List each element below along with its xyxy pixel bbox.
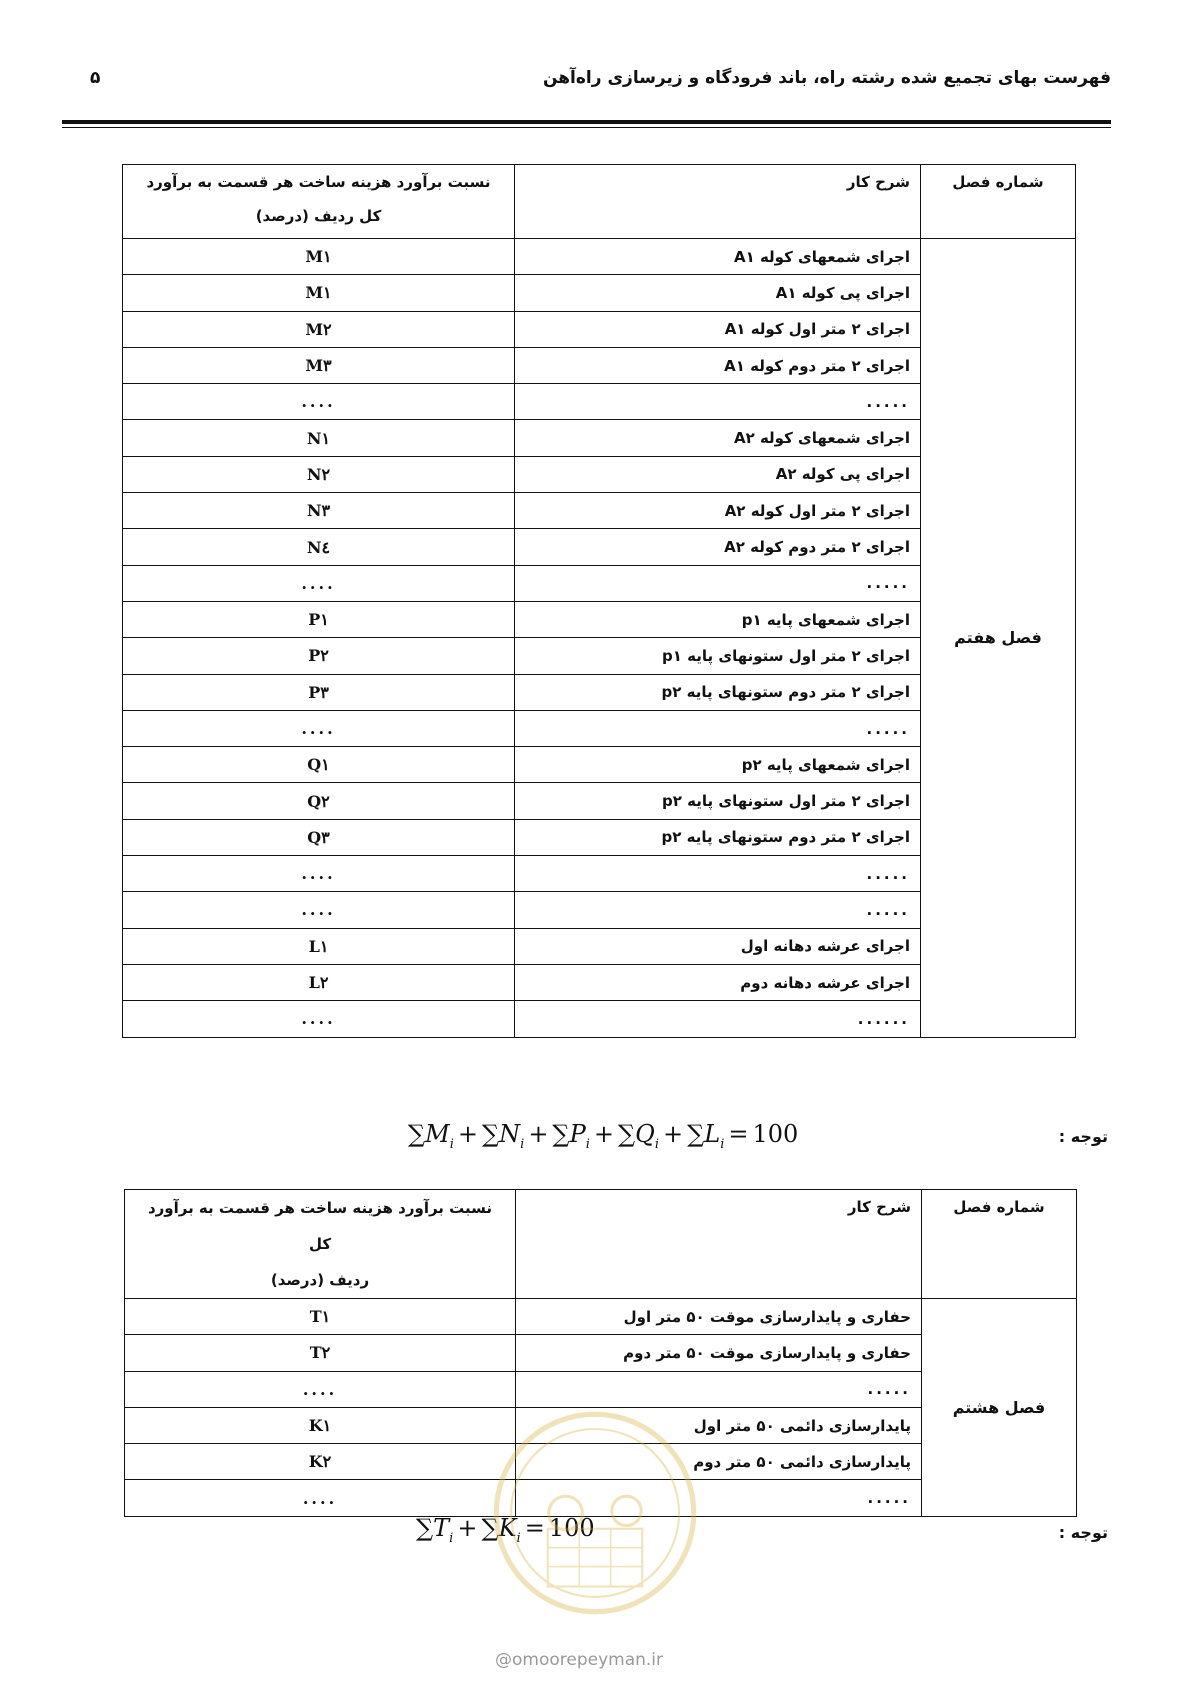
column-header-ratio-line1: نسبت برآورد هزینه ساخت هر قسمت به برآورد کل bbox=[147, 1199, 493, 1253]
formula-sum-symbol: ∑ bbox=[408, 1120, 426, 1148]
description-cell: حفاری و پایدارسازی موقت ۵۰ متر دوم bbox=[516, 1335, 922, 1371]
description-cell: اجرای شمعهای پایه p۲ bbox=[515, 747, 921, 783]
description-cell: اجرای ۲ متر اول ستونهای پایه p۲ bbox=[515, 783, 921, 819]
watermark-stamp-icon bbox=[490, 1408, 700, 1618]
watermark-text: @omoorepeyman.ir bbox=[495, 1650, 664, 1670]
description-cell: ...... bbox=[515, 1001, 921, 1037]
header-rule-thin bbox=[62, 127, 1111, 128]
description-cell: پایدارسازی دائمی ۵۰ متر اول bbox=[516, 1407, 922, 1443]
formula-sum-symbol: ∑ bbox=[482, 1120, 500, 1148]
formula-plus: + bbox=[593, 1120, 614, 1148]
ratio-cell: L۱ bbox=[123, 928, 515, 964]
column-header-description: شرح کار bbox=[516, 1190, 922, 1299]
chapter-cell: فصل هفتم bbox=[921, 239, 1076, 1038]
formula-variable: K bbox=[498, 1514, 517, 1542]
description-cell: پایدارسازی دائمی ۵۰ متر دوم bbox=[516, 1444, 922, 1480]
description-cell: اجرای ۲ متر دوم کوله A۲ bbox=[515, 529, 921, 565]
chapter-7-table bbox=[122, 164, 1076, 1038]
formula-equals: = bbox=[728, 1120, 749, 1148]
header-rule-thick bbox=[62, 120, 1111, 124]
description-cell: اجرای پی کوله A۱ bbox=[515, 275, 921, 311]
description-cell: اجرای عرشه دهانه دوم bbox=[515, 964, 921, 1000]
note-label-8: توجه : bbox=[1058, 1523, 1108, 1542]
formula-variable: N bbox=[499, 1120, 521, 1148]
ratio-cell: Q۳ bbox=[123, 819, 515, 855]
description-cell: اجرای عرشه دهانه اول bbox=[515, 928, 921, 964]
formula-sum-symbol: ∑ bbox=[618, 1120, 636, 1148]
ratio-cell: P۲ bbox=[123, 638, 515, 674]
ratio-cell: .... bbox=[125, 1480, 516, 1516]
ratio-cell: T۲ bbox=[125, 1335, 516, 1371]
ratio-cell: N۱ bbox=[123, 420, 515, 456]
ratio-cell: .... bbox=[123, 1001, 515, 1037]
formula-equals: = bbox=[524, 1514, 545, 1542]
column-header-ratio-line2: کل ردیف (درصد) bbox=[255, 207, 382, 225]
formula-total: 100 bbox=[548, 1514, 595, 1542]
formula-variable: L bbox=[704, 1120, 721, 1148]
description-cell: اجرای ۲ متر دوم ستونهای پایه p۲ bbox=[515, 819, 921, 855]
column-header-ratio bbox=[125, 1190, 516, 1299]
description-cell: اجرای ۲ متر دوم ستونهای پایه p۲ bbox=[515, 674, 921, 710]
formula-total: 100 bbox=[752, 1120, 799, 1148]
formula-subscript: i bbox=[585, 1136, 590, 1152]
formula-subscript: i bbox=[449, 1530, 454, 1546]
description-cell: اجرای شمعهای کوله A۲ bbox=[515, 420, 921, 456]
ratio-cell: M۱ bbox=[123, 275, 515, 311]
description-cell: اجرای پی کوله A۲ bbox=[515, 456, 921, 492]
ratio-cell: N٤ bbox=[123, 529, 515, 565]
ratio-cell: M۳ bbox=[123, 347, 515, 383]
ratio-cell: M۲ bbox=[123, 311, 515, 347]
formula-plus: + bbox=[457, 1514, 478, 1542]
header-title: فهرست بهای تجمیع شده رشته راه، باند فرودگاه و زیرسازی راه‌آهن bbox=[542, 68, 1111, 88]
ratio-cell: N۳ bbox=[123, 493, 515, 529]
description-cell: ..... bbox=[515, 565, 921, 601]
ratio-cell: M۱ bbox=[123, 239, 515, 275]
description-cell: اجرای ۲ متر اول کوله A۱ bbox=[515, 311, 921, 347]
formula-variable: T bbox=[433, 1514, 450, 1542]
ratio-cell: Q۱ bbox=[123, 747, 515, 783]
formula-sum-symbol: ∑ bbox=[481, 1514, 499, 1542]
formula-variable: P bbox=[569, 1120, 586, 1148]
description-cell: ..... bbox=[515, 384, 921, 420]
formula-subscript: i bbox=[516, 1530, 521, 1546]
ratio-cell: .... bbox=[123, 856, 515, 892]
formula-subscript: i bbox=[520, 1136, 525, 1152]
ratio-cell: .... bbox=[123, 710, 515, 746]
formula-plus: + bbox=[528, 1120, 549, 1148]
ratio-cell: P۱ bbox=[123, 601, 515, 637]
description-cell: اجرای ۲ متر دوم کوله A۱ bbox=[515, 347, 921, 383]
ratio-cell: T۱ bbox=[125, 1299, 516, 1335]
chapter-cell: فصل هشتم bbox=[922, 1299, 1077, 1517]
page-number: ۵ bbox=[90, 68, 101, 88]
ratio-cell: K۲ bbox=[125, 1444, 516, 1480]
formula-subscript: i bbox=[720, 1136, 725, 1152]
formula-subscript: i bbox=[449, 1136, 454, 1152]
ratio-cell: Q۲ bbox=[123, 783, 515, 819]
formula-sum-symbol: ∑ bbox=[552, 1120, 570, 1148]
column-header-ratio-line1: نسبت برآورد هزینه ساخت هر قسمت به برآورد bbox=[146, 173, 491, 191]
description-cell: اجرای ۲ متر اول کوله A۲ bbox=[515, 493, 921, 529]
description-cell: ..... bbox=[516, 1480, 922, 1516]
description-cell: اجرای شمعهای پایه p۱ bbox=[515, 601, 921, 637]
column-header-ratio-line2: ردیف (درصد) bbox=[270, 1271, 370, 1289]
description-cell: ..... bbox=[515, 856, 921, 892]
column-header-chapter: شماره فصل bbox=[922, 1190, 1077, 1299]
description-cell: ..... bbox=[515, 892, 921, 928]
description-cell: ..... bbox=[515, 710, 921, 746]
ratio-cell: K۱ bbox=[125, 1407, 516, 1443]
formula-subscript: i bbox=[654, 1136, 659, 1152]
formula-plus: + bbox=[663, 1120, 684, 1148]
ratio-cell: .... bbox=[123, 384, 515, 420]
ratio-cell: L۲ bbox=[123, 964, 515, 1000]
description-cell: اجرای شمعهای کوله A۱ bbox=[515, 239, 921, 275]
description-cell: اجرای ۲ متر اول ستونهای پایه p۱ bbox=[515, 638, 921, 674]
column-header-description: شرح کار bbox=[515, 165, 921, 239]
formula-variable: M bbox=[425, 1120, 450, 1148]
table-row bbox=[125, 1299, 1077, 1335]
ratio-cell: .... bbox=[123, 892, 515, 928]
ratio-cell: N۲ bbox=[123, 456, 515, 492]
page-header bbox=[60, 60, 1111, 120]
table-row bbox=[123, 239, 1076, 275]
ratio-cell: .... bbox=[123, 565, 515, 601]
formula-7 bbox=[408, 1120, 798, 1152]
ratio-cell: .... bbox=[125, 1371, 516, 1407]
formula-sum-symbol: ∑ bbox=[416, 1514, 434, 1542]
description-cell: ..... bbox=[516, 1371, 922, 1407]
note-label-7: توجه : bbox=[1058, 1127, 1108, 1146]
formula-plus: + bbox=[457, 1120, 478, 1148]
column-header-chapter: شماره فصل bbox=[921, 165, 1076, 239]
formula-variable: Q bbox=[635, 1120, 655, 1148]
ratio-cell: P۳ bbox=[123, 674, 515, 710]
formula-sum-symbol: ∑ bbox=[687, 1120, 705, 1148]
description-cell: حفاری و پایدارسازی موقت ۵۰ متر اول bbox=[516, 1299, 922, 1335]
column-header-ratio bbox=[123, 165, 515, 239]
chapter-7-table-body bbox=[123, 239, 1076, 1038]
